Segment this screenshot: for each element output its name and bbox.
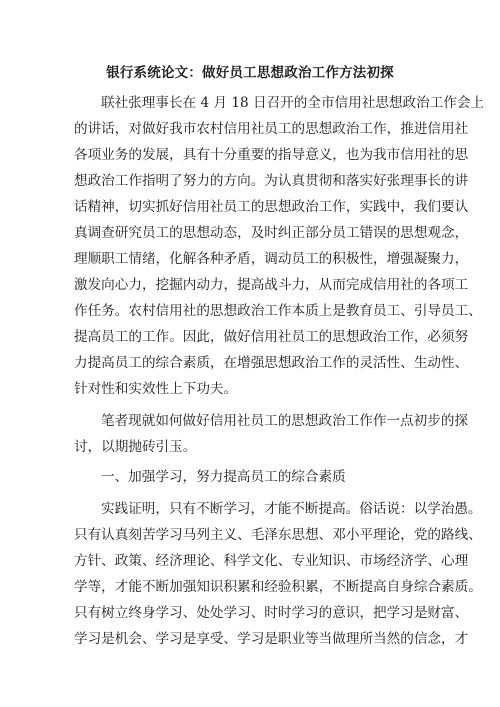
paragraph-line: 学习是机会、学习是享受、学习是职业等当做理所当然的信念，才 xyxy=(74,631,469,647)
paragraph-line: 的讲话，对做好我市农村信用社员工的思想政治工作，推进信用社 xyxy=(74,121,469,137)
paragraph-line: 话精神，切实抓好信用社员工的思想政治工作，实践中，我们要认 xyxy=(74,199,469,215)
paragraph-line: 真调查研究员工的思想动态，及时纠正部分员工错误的思想观念， xyxy=(74,225,469,241)
paragraph-line: 只有树立终身学习、处处学习、时时学习的意识，把学习是财富、 xyxy=(74,605,469,621)
document-title: 银行系统论文：做好员工思想政治工作方法初探 xyxy=(106,65,394,81)
paragraph-line: 激发向心力，挖掘内动力，提高战斗力，从而完成信用社的各项工 xyxy=(74,277,469,293)
paragraph-line: 作任务。农村信用社的思想政治工作本质上是教育员工、引导员工、 xyxy=(74,303,482,319)
paragraph-line: 方针、政策、经济理论、科学文化、专业知识、市场经济学、心理 xyxy=(74,553,469,569)
paragraph-line: 想政治工作指明了努力的方向。为认真贯彻和落实好张理事长的讲 xyxy=(74,173,469,189)
paragraph-line: 力提高员工的综合素质，在增强思想政治工作的灵活性、生动性、 xyxy=(74,355,469,371)
paragraph-line: 笔者现就如何做好信用社员工的思想政治工作作一点初步的探 xyxy=(101,413,469,429)
paragraph-line: 只有认真刻苦学习马列主义、毛泽东思想、邓小平理论，党的路线、 xyxy=(74,527,482,543)
paragraph-line: 讨，以期抛砖引玉。 xyxy=(74,439,197,455)
paragraph-line: 联社张理事长在 4 月 18 日召开的全市信用社思想政治工作会上 xyxy=(101,95,485,111)
paragraph-line: 提高员工的工作。因此，做好信用社员工的思想政治工作，必须努 xyxy=(74,329,469,345)
paragraph-line: 学等，才能不断加强知识积累和经验积累，不断提高自身综合素质。 xyxy=(74,579,482,595)
paragraph-line: 理顺职工情绪，化解各种矛盾，调动员工的积极性，增强凝聚力， xyxy=(74,251,469,267)
section-heading: 一、加强学习，努力提高员工的综合素质 xyxy=(101,469,346,485)
paragraph-line: 各项业务的发展，具有十分重要的指导意义，也为我市信用社的思 xyxy=(74,147,469,163)
paragraph-line: 实践证明，只有不断学习，才能不断提高。俗话说：以学治愚。 xyxy=(101,501,482,517)
paragraph-line: 针对性和实效性上下功夫。 xyxy=(74,381,238,397)
